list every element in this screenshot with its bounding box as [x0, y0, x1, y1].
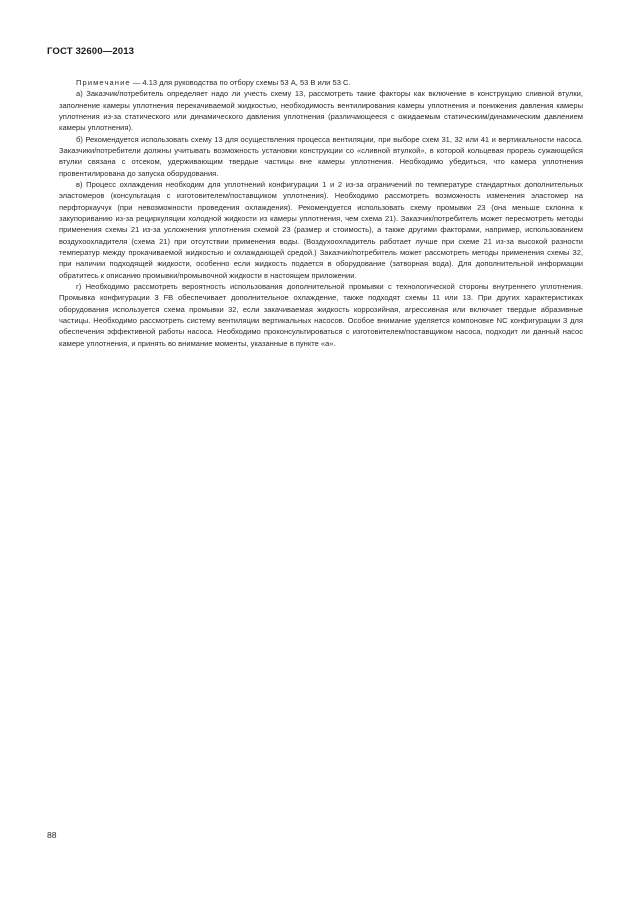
- note-body: [59, 77, 583, 349]
- note-lead-label: Примечание: [76, 78, 131, 87]
- page-number: 88: [47, 830, 57, 840]
- note-item-b: б) Рекомендуется использовать схему 13 для осуществления процесса вентиляции, при выборе схем 31, 32 или 41 и вертикальности насоса. Заказчики/потребители должны учитывать возможность установки конструкции со «сливной втулкой», в которой кольцевая прорезь сужающейся втулки связана с отсеком, удерживающим твердые частицы вне камеры уплотнения. Необходимо убедиться, что камера уплотнения провентилирована до запуска оборудования.: [59, 134, 583, 178]
- note-item-v: в) Процесс охлаждения необходим для уплотнений конфигурации 1 и 2 из-за ограничений по температуре стандартных дополнительных эластомеров (консультация с изготовителем/поставщиком уплотнения). Необходимо рассмотреть возможность изменения эластомер на перфторкаучук (при невозможности проведения охлаждения). Рекомендуется использовать схему промывки 23 (она меньше склонна к закупориванию из-за рециркуляции холодной жидкости из камеры уплотнения, чем схема 21). Заказчик/потребитель может пересмотреть методы применения схемы 21 из-за усложнения уплотнения схемой 23 (размер и стоимость), а также другими факторами, например, использованием воздухоохладителя (схема 21) при отсутствии применения воды. (Воздухоохладитель работает лучше при схеме 21 из-за высокой разности температур между прокачиваемой жидкостью и охлаждающей средой.) Заказчик/потребитель может рассмотреть методы применения схемы 32, при наличии подходящей жидкости, особенно если жидкость подается в оборудование (затворная вода). Для дополнительной информации обратитесь к описанию промывки/промывочной жидкости в настоящем приложении.: [59, 179, 583, 280]
- note-item-a: а) Заказчик/потребитель определяет надо ли учесть схему 13, рассмотреть такие факторы как включение в конструкцию сливной втулки, заполнение камеры уплотнения перекачиваемой жидкостью, необходимость вентилирования камеры уплотнения и понижения давления камеры уплотнения из-за статического или динамического давления уплотнения (различающееся с ожидаемым статическим/динамическим давлением камеры уплотнения).: [59, 89, 583, 133]
- note-item-g: г) Необходимо рассмотреть вероятность использования дополнительной промывки с технологической стороны внутреннего уплотнения. Промывка конфигурации 3 FB обеспечивает дополнительное охлаждение, также подходят схемы 11 или 13. При других характеристиках оборудования используется схема промывки 32, если закачиваемая жидкость коррозийная, агрессивная или включает твердые абразивные частицы. Необходимо рассмотреть систему вентиляции вертикальных насосов. Особое внимание уделяется компоновке NC конфигурации 3 для обеспечения эффективной работы насоса. Необходимо проконсультироваться с изготовителем/поставщиком насоса, подходит ли данный насос камере уплотнения, и принять во внимание моменты, указанные в пункте «а».: [59, 281, 583, 348]
- note-intro-paragraph: [59, 77, 583, 88]
- note-intro-text: — 4.13 для руководства по отбору схемы 53 А, 53 В или 53 С.: [130, 78, 351, 87]
- standard-header: ГОСТ 32600—2013: [47, 46, 135, 57]
